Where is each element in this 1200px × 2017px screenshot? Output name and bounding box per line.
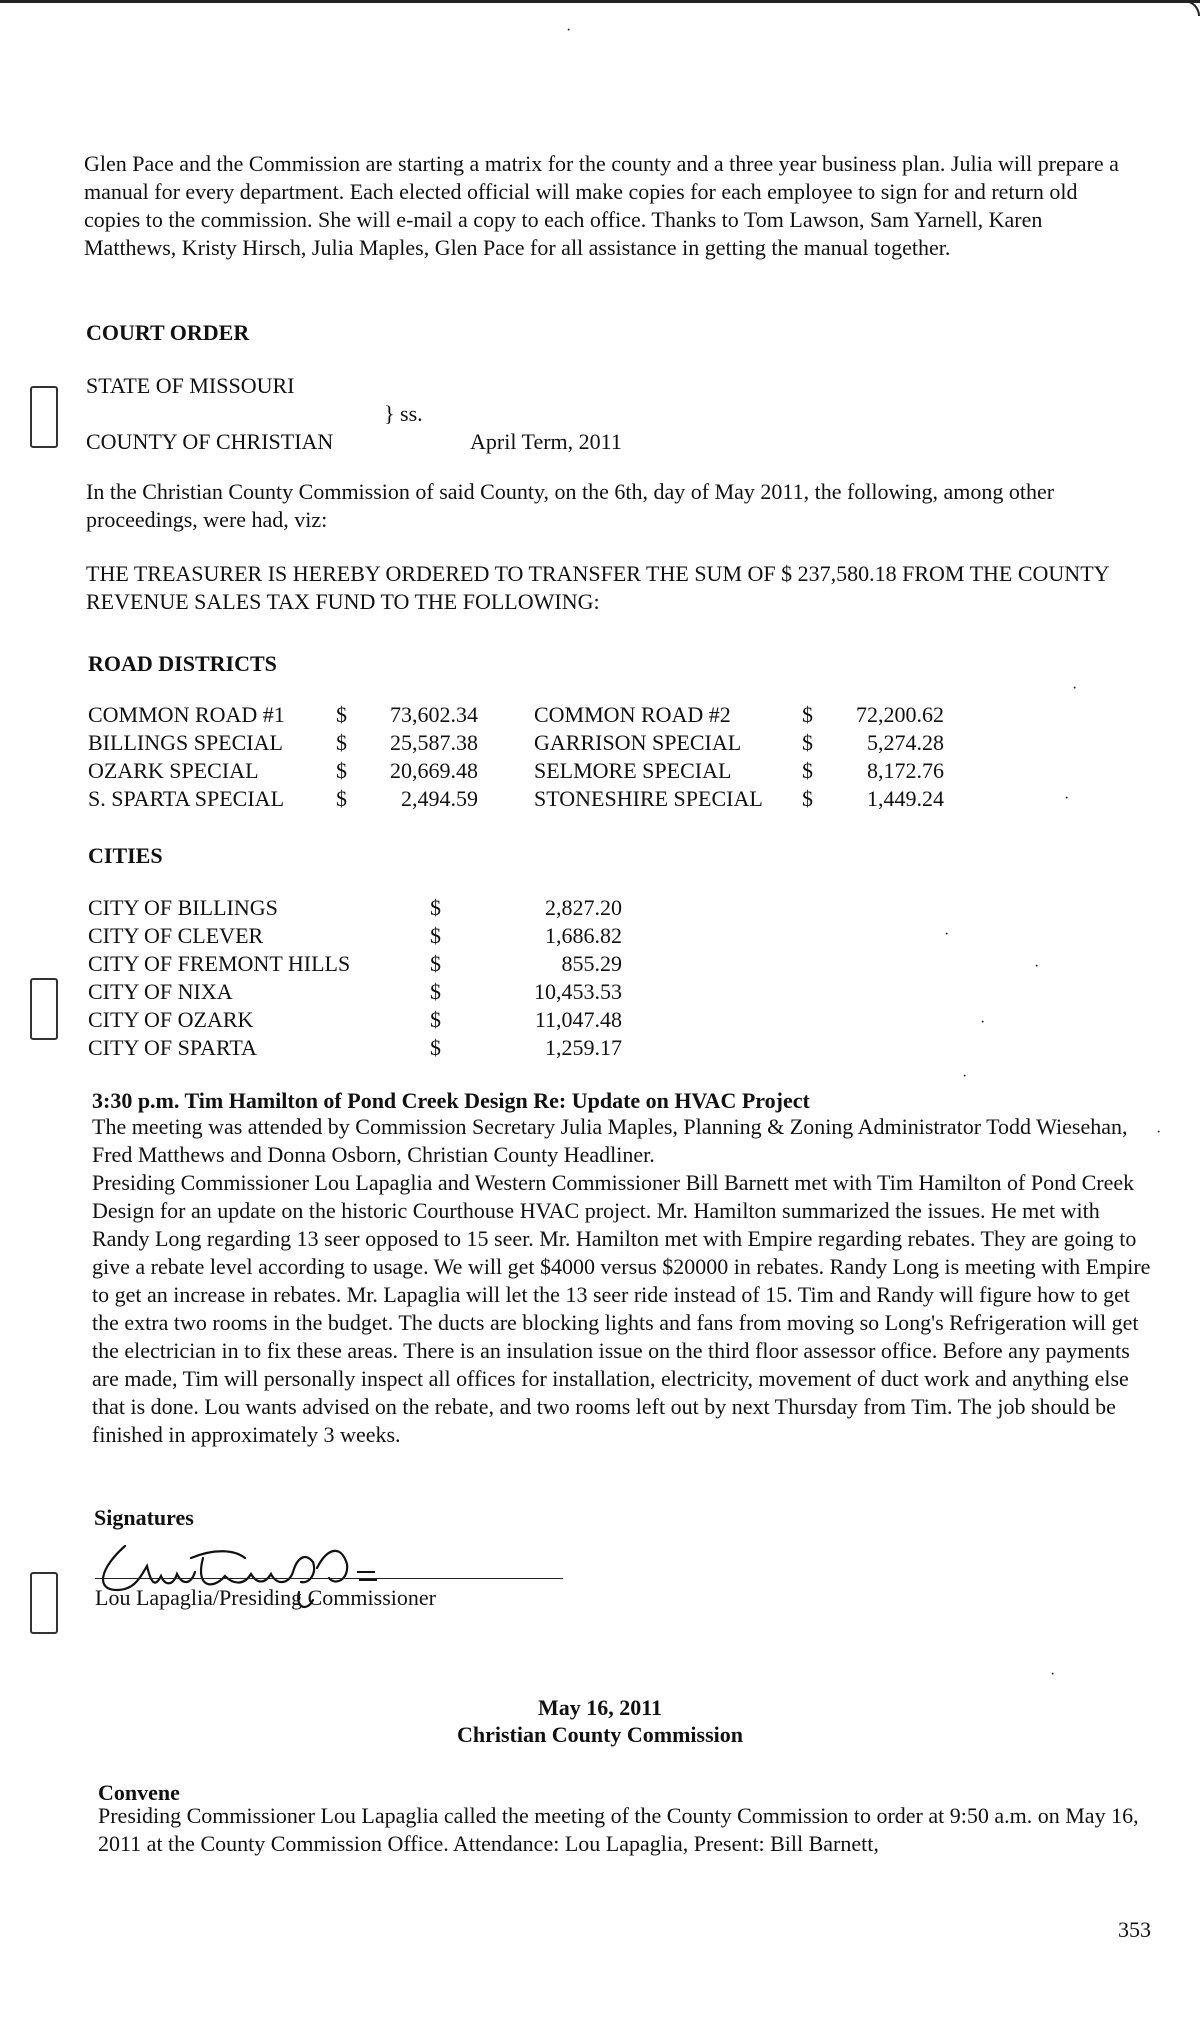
court-order-heading: COURT ORDER xyxy=(86,320,250,345)
currency-symbol: $ xyxy=(802,702,813,727)
scan-speck: · xyxy=(962,1068,968,1085)
scan-speck: · xyxy=(944,926,950,943)
currency-symbol: $ xyxy=(802,786,813,811)
convene-text: Presiding Commissioner Lou Lapaglia called the meeting of the County Commission to order at 9:50 a.m. on May 16, 2011 at the County Commission Office. Attendance: Lou Lapaglia, Present: Bill Barnett, xyxy=(98,1803,1139,1856)
proceedings-paragraph: In the Christian County Commission of said County, on the 6th, day of May 2011, the following, among other proceedings, were had, viz: xyxy=(86,479,1055,532)
intro-paragraph: Glen Pace and the Commission are starting a matrix for the county and a three year business plan. Julia will prepare a manual for every department. Each elected official will make copies for each employee to sign for and return old copies to the commission. She will e-mail a copy to each office. Thanks to Tom Lawson, Sam Yarnell, Karen Matthews, Kristy Hirsch, Julia Maples, Glen Pace for all assistance in getting the manual together. xyxy=(84,151,1119,260)
road-district-amount: 1,449.24 xyxy=(867,786,944,811)
city-amount: 1,686.82 xyxy=(545,923,622,948)
currency-symbol: $ xyxy=(430,923,441,948)
currency-symbol: $ xyxy=(802,730,813,755)
city-name: CITY OF CLEVER xyxy=(88,923,264,948)
road-district-name: STONESHIRE SPECIAL xyxy=(534,786,763,811)
signature-line xyxy=(95,1578,563,1579)
road-district-amount: 5,274.28 xyxy=(867,730,944,755)
city-amount: 10,453.53 xyxy=(534,979,622,1004)
signatures-heading: Signatures xyxy=(94,1505,194,1530)
meeting-body: Christian County Commission xyxy=(456,1722,744,1747)
meeting-date: May 16, 2011 xyxy=(537,1695,663,1720)
scan-top-border xyxy=(0,0,1200,3)
currency-symbol: $ xyxy=(430,979,441,1004)
city-name: CITY OF BILLINGS xyxy=(88,895,278,920)
punch-hole xyxy=(30,386,58,448)
ss-bracket: } ss. xyxy=(384,401,423,426)
road-district-amount: 2,494.59 xyxy=(401,786,478,811)
road-district-amount: 8,172.76 xyxy=(867,758,944,783)
road-district-amount: 20,669.48 xyxy=(390,758,478,783)
county-line: COUNTY OF CHRISTIAN xyxy=(86,429,334,454)
city-amount: 11,047.48 xyxy=(534,1007,622,1032)
transfer-order: THE TREASURER IS HEREBY ORDERED TO TRANSFER THE SUM OF $ 237,580.18 FROM THE COUNTY REVENUE SALES TAX FUND TO THE FOLLOWING: xyxy=(86,561,1109,614)
road-district-name: GARRISON SPECIAL xyxy=(534,730,742,755)
currency-symbol: $ xyxy=(430,951,441,976)
road-district-name: BILLINGS SPECIAL xyxy=(88,730,283,755)
scan-speck: · xyxy=(1072,680,1078,697)
punch-hole xyxy=(30,978,58,1040)
scan-speck: · xyxy=(1050,1666,1056,1683)
currency-symbol: $ xyxy=(336,702,347,727)
convene-heading: Convene xyxy=(98,1780,180,1805)
city-name: CITY OF SPARTA xyxy=(88,1035,257,1060)
punch-hole xyxy=(30,1572,58,1634)
city-name: CITY OF FREMONT HILLS xyxy=(88,951,351,976)
currency-symbol: $ xyxy=(802,758,813,783)
page-number: 353 xyxy=(1118,1917,1151,1942)
cities-heading: CITIES xyxy=(88,843,163,868)
road-district-name: S. SPARTA SPECIAL xyxy=(88,786,285,811)
term-line: April Term, 2011 xyxy=(470,429,622,454)
currency-symbol: $ xyxy=(336,730,347,755)
city-amount: 1,259.17 xyxy=(545,1035,622,1060)
currency-symbol: $ xyxy=(430,895,441,920)
scan-speck: · xyxy=(566,22,572,39)
scan-speck: · xyxy=(1156,1124,1162,1141)
currency-symbol: $ xyxy=(336,786,347,811)
signature-caption: Lou Lapaglia/Presiding Commissioner xyxy=(95,1585,436,1610)
scan-speck: · xyxy=(1064,790,1070,807)
road-district-name: COMMON ROAD #1 xyxy=(88,702,285,727)
city-name: CITY OF NIXA xyxy=(88,979,233,1004)
currency-symbol: $ xyxy=(430,1007,441,1032)
hvac-attendance: The meeting was attended by Commission Secretary Julia Maples, Planning & Zoning Administrator Todd Wiesehan, Fred Matthews and Donna Osborn, Christian County Headliner. xyxy=(92,1114,1128,1167)
road-district-amount: 25,587.38 xyxy=(390,730,478,755)
city-amount: 2,827.20 xyxy=(545,895,622,920)
hvac-heading: 3:30 p.m. Tim Hamilton of Pond Creek Design Re: Update on HVAC Project xyxy=(92,1088,810,1113)
currency-symbol: $ xyxy=(336,758,347,783)
road-district-name: COMMON ROAD #2 xyxy=(534,702,731,727)
road-district-name: OZARK SPECIAL xyxy=(88,758,259,783)
hvac-body: Presiding Commissioner Lou Lapaglia and Western Commissioner Bill Barnett met with Tim Hamilton of Pond Creek Design for an update on the historic Courthouse HVAC project. Mr. Hamilton summarized the issues. He met with Randy Long regarding 13 seer opposed to 15 seer. Mr. Hamilton met with Empire regarding rebates. They are going to give a rebate level according to usage. We will get $4000 versus $20000 in rebates. Randy Long is meeting with Empire to get an increase in rebates. Mr. Lapaglia will let the 13 seer ride instead of 15. Tim and Randy will figure how to get the extra two rooms in the budget. The ducts are blocking lights and fans from moving so Long's Refrigeration will get the electrician in to fix these areas. There is an insulation issue on the third floor assessor office. Before any payments are made, Tim will personally inspect all offices for installation, electricity, movement of duct work and anything else that is done. Lou wants advised on the rebate, and two rooms left out by next Thursday from Tim. The job should be finished in approximately 3 weeks. xyxy=(92,1170,1151,1447)
currency-symbol: $ xyxy=(430,1035,441,1060)
city-name: CITY OF OZARK xyxy=(88,1007,254,1032)
state-line: STATE OF MISSOURI xyxy=(86,373,295,398)
road-districts-heading: ROAD DISTRICTS xyxy=(88,651,277,676)
road-district-name: SELMORE SPECIAL xyxy=(534,758,732,783)
scan-speck: · xyxy=(1034,958,1040,975)
road-district-amount: 73,602.34 xyxy=(390,702,478,727)
road-district-amount: 72,200.62 xyxy=(856,702,944,727)
scan-speck: · xyxy=(980,1014,986,1031)
city-amount: 855.29 xyxy=(561,951,622,976)
